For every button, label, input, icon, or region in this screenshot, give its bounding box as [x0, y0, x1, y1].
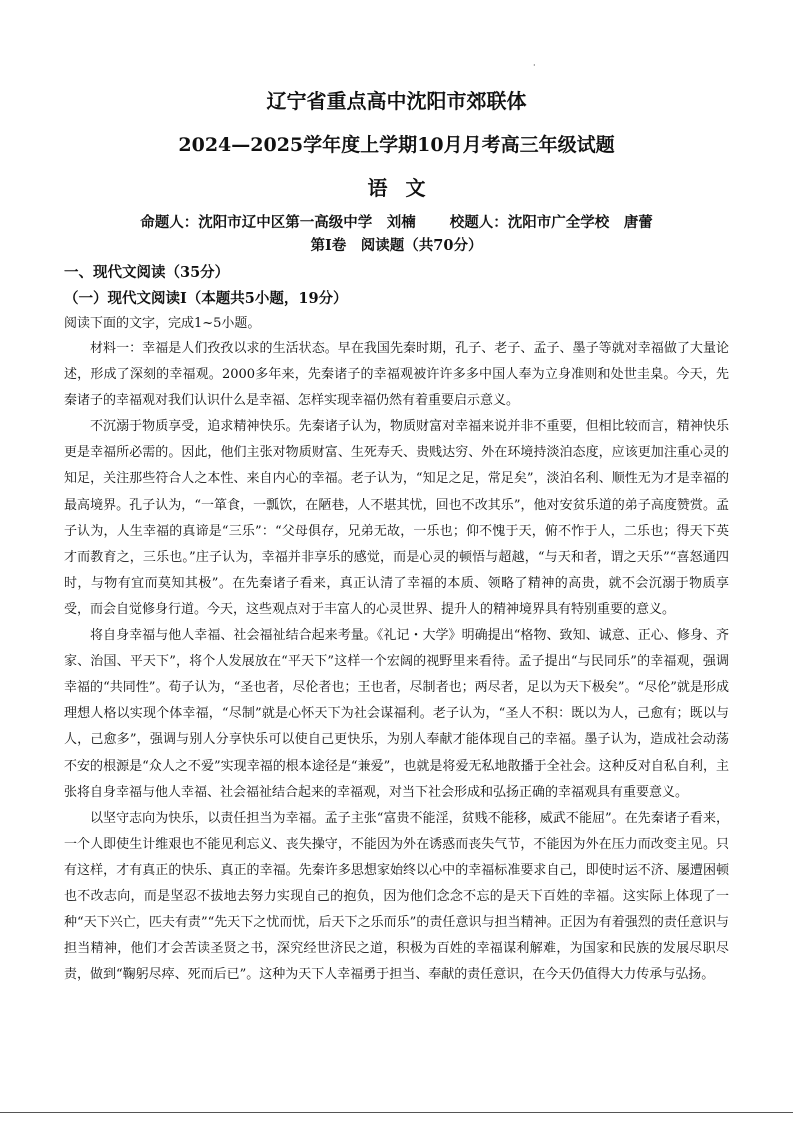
exam-title-line2: 2024—2025学年度上学期10月月考高三年级试题 [178, 134, 615, 156]
passage-body [64, 336, 729, 988]
subject-title: 语文 [367, 176, 444, 200]
reading-instruction: 阅读下面的文字，完成1~5小题。 [64, 316, 261, 331]
section-heading-modern-reading: 一、现代文阅读（35分） [64, 264, 230, 281]
author-line: 命题人：沈阳市辽中区第一高级中学 刘楠 校题人：沈阳市广全学校 唐蕾 [140, 214, 653, 231]
subsection-heading-reading-1: （一）现代文阅读Ⅰ（本题共5小题，19分） [64, 290, 348, 307]
passage-paragraph-1: 材料一：幸福是人们孜孜以求的生活状态。早在我国先秦时期，孔子、老子、孟子、墨子等就对幸福做了大量论述，形成了深刻的幸福观。2000多年来，先秦诸子的幸福观被许许多多中国人奉为立身准则和处世圭臬。今天，先秦诸子的幸福观对我们认识什么是幸福、怎样实现幸福仍然有着重要启示意义。 [64, 341, 729, 409]
passage-paragraph-4: 以坚守志向为快乐，以责任担当为幸福。孟子主张“富贵不能淫，贫贱不能移，威武不能屈”。在先秦诸子看来，一个人即使生计维艰也不能见利忘义、丧失操守，不能因为外在诱惑而丧失气节，不能因为外在压力而改变主见。只有这样，才有真正的快乐、真正的幸福。先秦许多思想家始终以心中的幸福标准要求自己，即使时运不济、屡遭困顿也不改志向，而是坚忍不拔地去努力实现自己的抱负，因为他们念念不忘的是天下百姓的幸福。这实际上体现了一种“天下兴亡，匹夫有责”“先天下之忧而忧，后天下之乐而乐”的责任意识与担当精神。正因为有着强烈的责任意识与担当精神，他们才会苦读圣贤之书，深究经世济民之道，积极为百姓的幸福谋利解难，为国家和民族的发展尽职尽责，做到“鞠躬尽瘁、死而后已”。这种为天下人幸福勇于担当、奉献的责任意识，在今天仍值得大力传承与弘扬。 [64, 810, 729, 983]
passage-paragraph-2: 不沉溺于物质享受，追求精神快乐。先秦诸子认为，物质财富对幸福来说并非不重要，但相比较而言，精神快乐更是幸福所必需的。因此，他们主张对物质财富、生死寿夭、贵贱达穷、外在环境持淡泊态度，应该更加注重心灵的知足，关注那些符合人之本性、来自内心的幸福。老子认为，“知足之足，常足矣”，淡泊名利、顺性无为才是幸福的最高境界。孔子认为，“一箪食，一瓢饮，在陋巷，人不堪其忧，回也不改其乐”，他对安贫乐道的弟子高度赞赏。孟子认为，人生幸福的真谛是“三乐”：“父母俱存，兄弟无故，一乐也；仰不愧于天，俯不怍于人，二乐也；得天下英才而教育之，三乐也。”庄子认为，幸福并非享乐的感觉，而是心灵的顿悟与超越，“与天和者，谓之天乐”“喜怒通四时，与物有宜而莫知其极”。在先秦诸子看来，真正认清了幸福的本质、领略了精神的高贵，就不会沉溺于物质享受，而会自觉修身行道。今天，这些观点对于丰富人的心灵世界、提升人的精神境界具有特别重要的意义。 [64, 419, 729, 617]
corner-dot: · [533, 61, 536, 70]
passage-paragraph-3: 将自身幸福与他人幸福、社会福祉结合起来考量。《礼记・大学》明确提出“格物、致知、诚意、正心、修身、齐家、治国、平天下”，将个人发展放在“平天下”这样一个宏阔的视野里来看待。孟子提出“与民同乐”的幸福观，强调幸福的“共同性”。荀子认为，“圣也者，尽伦者也；王也者，尽制者也；两尽者，足以为天下极矣”。“尽伦”就是形成理想人格以实现个体幸福，“尽制”就是心怀天下为社会谋福利。老子认为，“圣人不积：既以为人，己愈有；既以与人，己愈多”，强调与别人分享快乐可以使自己更快乐，为别人奉献才能体现自己的幸福。墨子认为，造成社会动荡不安的根源是“众人之不爱”实现幸福的根本途径是“兼爱”，也就是将爱无私地散播于全社会。这种反对自私自利，主张将自身幸福与他人幸福、社会福祉结合起来的幸福观，对当下社会形成和弘扬正确的幸福观具有重要意义。 [64, 628, 729, 800]
page-bottom-rule [0, 1112, 793, 1113]
exam-title-line1: 辽宁省重点高中沈阳市郊联体 [266, 89, 527, 113]
volume-heading: 第Ⅰ卷 阅读题（共70分） [310, 237, 483, 254]
